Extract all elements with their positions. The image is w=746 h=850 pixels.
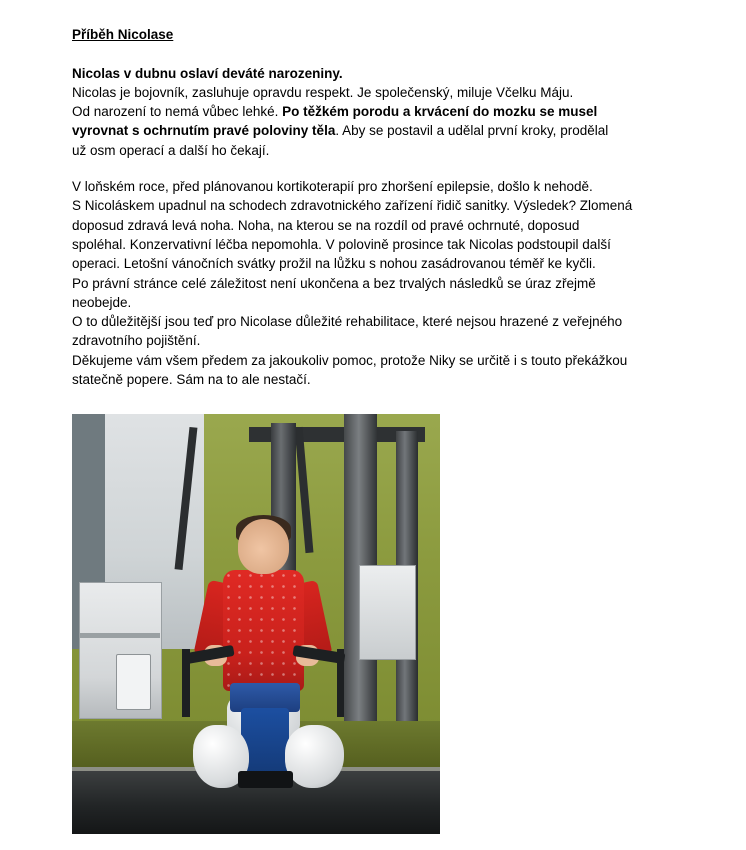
text-line: V loňském roce, před plánovanou kortikoterapií pro zhoršení epilepsie, došlo k nehodě. xyxy=(72,179,593,195)
cabinet-shelf-line xyxy=(79,633,160,638)
text-line: Děkujeme vám všem předem za jakoukoliv pomoc, protože Niky se určitě i s touto překážkou xyxy=(72,352,628,368)
text-line: Po právní stránce celé záležitost není ukončena a bez trvalých následků se úraz zřejmě xyxy=(72,275,596,291)
photo-boy-in-gait-trainer xyxy=(72,414,440,834)
text-line: O to důležitější jsou teď pro Nicolase důležité rehabilitace, které nejsou hrazené z veřejného xyxy=(72,314,623,330)
paragraph-2 xyxy=(72,177,676,389)
document-body xyxy=(0,0,746,389)
text-run: Nicolas v dubnu oslaví deváté narozeniny. xyxy=(72,65,343,81)
paragraph-1 xyxy=(72,64,676,160)
child-head xyxy=(238,519,290,574)
page-title: Příběh Nicolase xyxy=(72,27,174,42)
text-run: Po těžkém porodu a krvácení do mozku se musel xyxy=(282,104,598,120)
text-line xyxy=(72,121,676,140)
text-line xyxy=(72,102,676,121)
text-run: Od narození to nemá vůbec lehké. xyxy=(72,104,283,120)
control-monitor xyxy=(116,654,151,711)
text-line: operaci. Letošní vánočních svátky prožil na lůžku s nohou zasádrovanou téměř ke kyčli. xyxy=(72,256,596,272)
text-run: . Aby se postavil a udělal první kroky, prodělal xyxy=(335,123,609,139)
shirt-pattern xyxy=(223,570,304,692)
text-line: S Nicoláskem upadnul na schodech zdravotnického zařízení řidič sanitky. Výsledek? Zlomená xyxy=(72,198,633,214)
robotic-leg-module-right xyxy=(285,725,344,788)
text-line: doposud zdravá levá noha. Noha, na kterou se na rozdíl od pravé ochrnuté, doposud xyxy=(72,217,580,233)
text-line: spoléhal. Konzervativní léčba nepomohla. V polovině prosince tak Nicolas podstoupil další xyxy=(72,236,611,252)
text-run: vyrovnat s ochrnutím pravé poloviny těla xyxy=(72,123,336,139)
text-line: statečně popere. Sám na to ale nestačí. xyxy=(72,372,311,387)
text-line xyxy=(72,64,676,83)
photo-content xyxy=(72,414,440,834)
child-shoes xyxy=(238,771,293,788)
control-panel-right xyxy=(359,565,416,659)
text-line: zdravotního pojištění. xyxy=(72,333,201,349)
text-line: neobejde. xyxy=(72,294,132,310)
text-line: Nicolas je bojovník, zasluhuje opravdu respekt. Je společenský, miluje Včelku Máju. xyxy=(72,84,574,100)
text-line: už osm operací a další ho čekají. xyxy=(72,142,270,158)
